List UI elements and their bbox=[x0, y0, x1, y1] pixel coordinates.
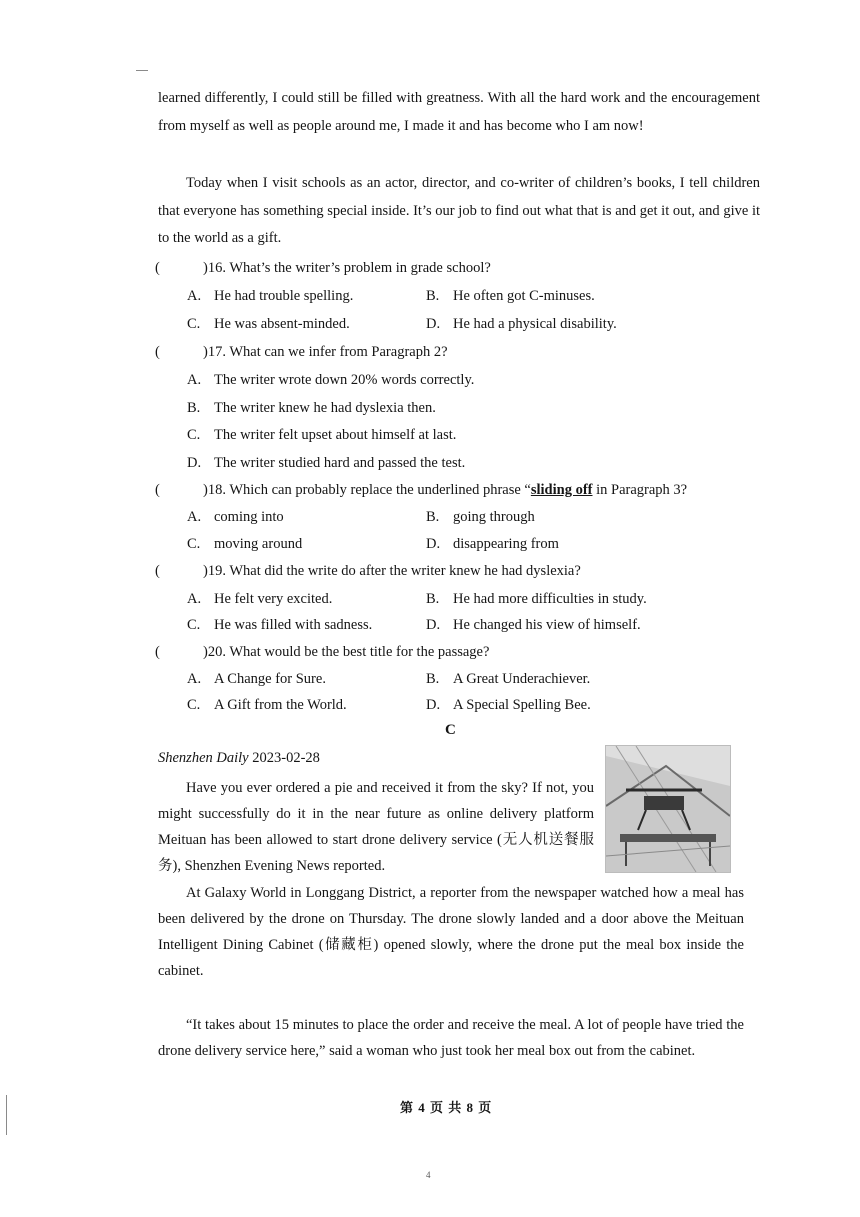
option-a[interactable]: A. The writer wrote down 20% words correctly. bbox=[187, 372, 475, 388]
question-stem-end: in Paragraph 3? bbox=[592, 482, 688, 498]
option-a[interactable]: A. coming into bbox=[187, 509, 284, 525]
underlined-phrase: sliding off bbox=[530, 482, 593, 498]
scan-mark-top bbox=[136, 70, 148, 71]
option-c[interactable]: C. A Gift from the World. bbox=[187, 697, 347, 713]
question-20 bbox=[155, 644, 489, 661]
option-d[interactable]: D. He changed his view of himself. bbox=[426, 617, 641, 633]
news-paragraph: “It takes about 15 minutes to place the order and receive the meal. A lot of people have tried the drone delivery service here,” said a woman who just took her meal box out from the cabinet. bbox=[158, 1017, 744, 1059]
option-c[interactable]: C. moving around bbox=[187, 536, 303, 552]
question-17 bbox=[155, 344, 448, 361]
question-stem: )19. What did the write do after the writer knew he had dyslexia? bbox=[203, 563, 581, 579]
news-date: 2023-02-28 bbox=[252, 750, 320, 766]
option-b[interactable]: B. A Great Underachiever. bbox=[426, 671, 591, 687]
news-paragraph: At Galaxy World in Longgang District, a reporter from the newspaper watched how a meal has been delivered by the drone on Thursday. The drone slowly landed and a door above the Meituan Intelligent Dining Cabinet (储藏柜) opened slowly, where the drone put the meal box inside the cabinet. bbox=[158, 885, 744, 979]
option-d[interactable]: D. He had a physical disability. bbox=[426, 316, 617, 332]
option-d[interactable]: D. The writer studied hard and passed the test. bbox=[187, 455, 466, 471]
news-source: Shenzhen Daily bbox=[158, 750, 249, 766]
answer-bracket[interactable]: ( bbox=[155, 482, 160, 498]
option-c[interactable]: C. The writer felt upset about himself at last. bbox=[187, 427, 457, 443]
question-16 bbox=[155, 260, 491, 277]
option-c[interactable]: C. He was filled with sadness. bbox=[187, 617, 373, 633]
news-paragraph: Have you ever ordered a pie and received it from the sky? If not, you might successfully do it in the near future as online delivery platform Meituan has been allowed to start drone delivery service (无人机送餐服务), Shenzhen Evening News reported. bbox=[158, 780, 594, 874]
option-b[interactable]: B. He had more difficulties in study. bbox=[426, 591, 647, 607]
question-18 bbox=[155, 482, 687, 499]
passage-b-paragraph: Today when I visit schools as an actor, director, and co-writer of children’s books, I tell children that everyone has something special inside. It’s our job to find out what that is and get it out, and give it to the world as a gift. bbox=[158, 175, 760, 246]
answer-bracket[interactable]: ( bbox=[155, 260, 160, 276]
section-label: C bbox=[445, 722, 456, 738]
news-dateline bbox=[158, 750, 320, 767]
option-b[interactable]: B. The writer knew he had dyslexia then. bbox=[187, 400, 436, 416]
question-stem: )18. Which can probably replace the underlined phrase “ bbox=[203, 482, 531, 498]
drone-photo-graphic bbox=[606, 746, 730, 872]
option-b[interactable]: B. He often got C-minuses. bbox=[426, 288, 595, 304]
passage-b-paragraph: learned differently, I could still be filled with greatness. With all the hard work and the encouragement from myself as well as people around me, I made it and has become who I am now! bbox=[158, 90, 760, 134]
page-footer: 第 4 页 共 8 页 bbox=[400, 1100, 493, 1115]
answer-bracket[interactable]: ( bbox=[155, 344, 160, 360]
option-c[interactable]: C. He was absent-minded. bbox=[187, 316, 350, 332]
option-a[interactable]: A. A Change for Sure. bbox=[187, 671, 326, 687]
question-19 bbox=[155, 563, 581, 580]
option-a[interactable]: A. He had trouble spelling. bbox=[187, 288, 354, 304]
scan-mark-left bbox=[6, 1095, 7, 1135]
option-d[interactable]: D. A Special Spelling Bee. bbox=[426, 697, 591, 713]
question-stem: )17. What can we infer from Paragraph 2? bbox=[203, 344, 448, 360]
answer-bracket[interactable]: ( bbox=[155, 644, 160, 660]
answer-bracket[interactable]: ( bbox=[155, 563, 160, 579]
drone-delivery-photo bbox=[605, 745, 731, 873]
option-b[interactable]: B. going through bbox=[426, 509, 535, 525]
question-stem: )20. What would be the best title for the passage? bbox=[203, 644, 490, 660]
page-number: 4 bbox=[426, 1170, 431, 1180]
option-d[interactable]: D. disappearing from bbox=[426, 536, 559, 552]
option-a[interactable]: A. He felt very excited. bbox=[187, 591, 333, 607]
question-stem: )16. What’s the writer’s problem in grade school? bbox=[203, 260, 491, 276]
